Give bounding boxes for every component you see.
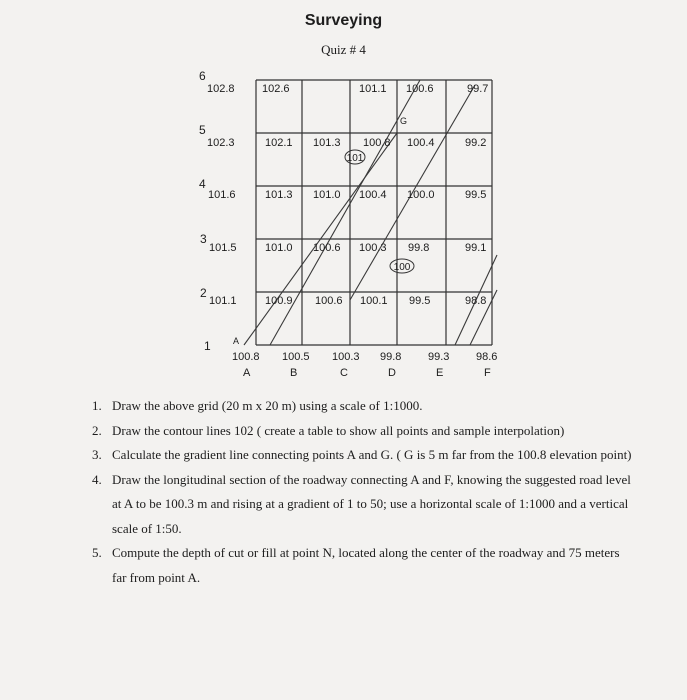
elevation-value: 100.8 xyxy=(363,137,391,149)
row-label: 4 xyxy=(199,177,206,191)
question-number: 2. xyxy=(92,422,102,438)
elevation-value: 100.6 xyxy=(315,295,343,307)
svg-text:101: 101 xyxy=(346,153,364,164)
elevation-value: 101.0 xyxy=(313,189,341,201)
elevation-value: 100.0 xyxy=(407,189,435,201)
elevation-value: 99.2 xyxy=(465,137,487,149)
question-item xyxy=(92,541,637,590)
question-number: 3. xyxy=(92,447,102,462)
question-number: 4. xyxy=(92,471,102,487)
question-number: 1. xyxy=(92,398,102,413)
quiz-number: Quiz # 4 xyxy=(321,42,366,57)
elevation-value: 100.4 xyxy=(359,189,387,201)
elevation-value: 101.3 xyxy=(265,189,293,201)
question-list xyxy=(92,394,637,590)
row-label: 1 xyxy=(204,339,211,353)
question-item xyxy=(92,443,637,468)
elevation-value: 99.8 xyxy=(408,242,430,254)
point-g-label: G xyxy=(400,116,408,126)
elevation-value: 99.1 xyxy=(465,242,487,254)
elevation-value: 99.3 xyxy=(428,351,450,363)
svg-text:100: 100 xyxy=(393,262,411,273)
elevation-value: 102.3 xyxy=(207,137,235,149)
elevation-value: 100.1 xyxy=(360,295,388,307)
question-text: Draw the above grid (20 m x 20 m) using a scale of 1:1000. xyxy=(112,398,423,413)
question-number: 5. xyxy=(92,545,102,560)
elevation-value: 100.4 xyxy=(407,137,435,149)
question-item xyxy=(92,394,637,419)
elevation-value: 101.3 xyxy=(313,137,341,149)
elevation-value: 101.1 xyxy=(209,295,237,307)
elevation-value: 100.6 xyxy=(406,83,434,95)
question-text: Draw the contour lines 102 ( create a table to show all points and sample interpolation) xyxy=(112,422,565,438)
question-item xyxy=(92,468,637,542)
elevation-value: 101.0 xyxy=(265,242,293,254)
page-title: Surveying xyxy=(304,12,383,29)
row-label: 3 xyxy=(200,232,207,246)
elevation-value: 100.3 xyxy=(359,242,387,254)
elevation-value: 99.8 xyxy=(380,351,402,363)
elevation-value: 99.5 xyxy=(409,295,431,307)
column-letter: D xyxy=(388,367,396,379)
question-text: Compute the depth of cut or fill at point N, located along the center of the roadway and 75 meters far from point A. xyxy=(112,545,620,585)
elevation-value: 100.9 xyxy=(265,295,293,307)
row-label: 6 xyxy=(199,69,206,83)
elevation-value: 102.1 xyxy=(265,137,293,149)
elevation-value: 101.1 xyxy=(359,83,387,95)
elevation-value: 102.6 xyxy=(262,83,290,95)
question-text: Draw the longitudinal section of the roadway connecting A and F, knowing the suggested road level at A to be 100.3 m and rising at a gradient of 1 to 50; use a horizontal scale of 1:1000 and a vertical scale of 1:50. xyxy=(112,471,631,536)
column-letter: B xyxy=(290,367,298,379)
point-a-label: A xyxy=(233,336,240,346)
elevation-value: 102.8 xyxy=(207,83,235,95)
question-item xyxy=(92,419,637,444)
row-label: 2 xyxy=(200,286,207,300)
elevation-value: 98.6 xyxy=(476,351,498,363)
elevation-value: 100.3 xyxy=(332,351,360,363)
elevation-value: 100.6 xyxy=(313,242,341,254)
column-letter: A xyxy=(243,367,251,379)
question-text: Calculate the gradient line connecting points A and G. ( G is 5 m far from the 100.8 elevation point) xyxy=(112,447,632,462)
contour-label-100 xyxy=(390,259,414,273)
elevation-value: 101.5 xyxy=(209,242,237,254)
contour-label-101 xyxy=(345,150,365,164)
column-letter: C xyxy=(340,367,348,379)
elevation-value: 98.8 xyxy=(465,295,487,307)
elevation-value: 101.6 xyxy=(208,189,236,201)
row-label: 5 xyxy=(199,123,206,137)
elevation-value: 99.7 xyxy=(467,83,489,95)
elevation-value: 100.8 xyxy=(232,351,260,363)
elevation-value: 99.5 xyxy=(465,189,487,201)
elevation-value: 100.5 xyxy=(282,351,310,363)
column-letter: E xyxy=(436,367,444,379)
column-letter: F xyxy=(484,367,491,379)
